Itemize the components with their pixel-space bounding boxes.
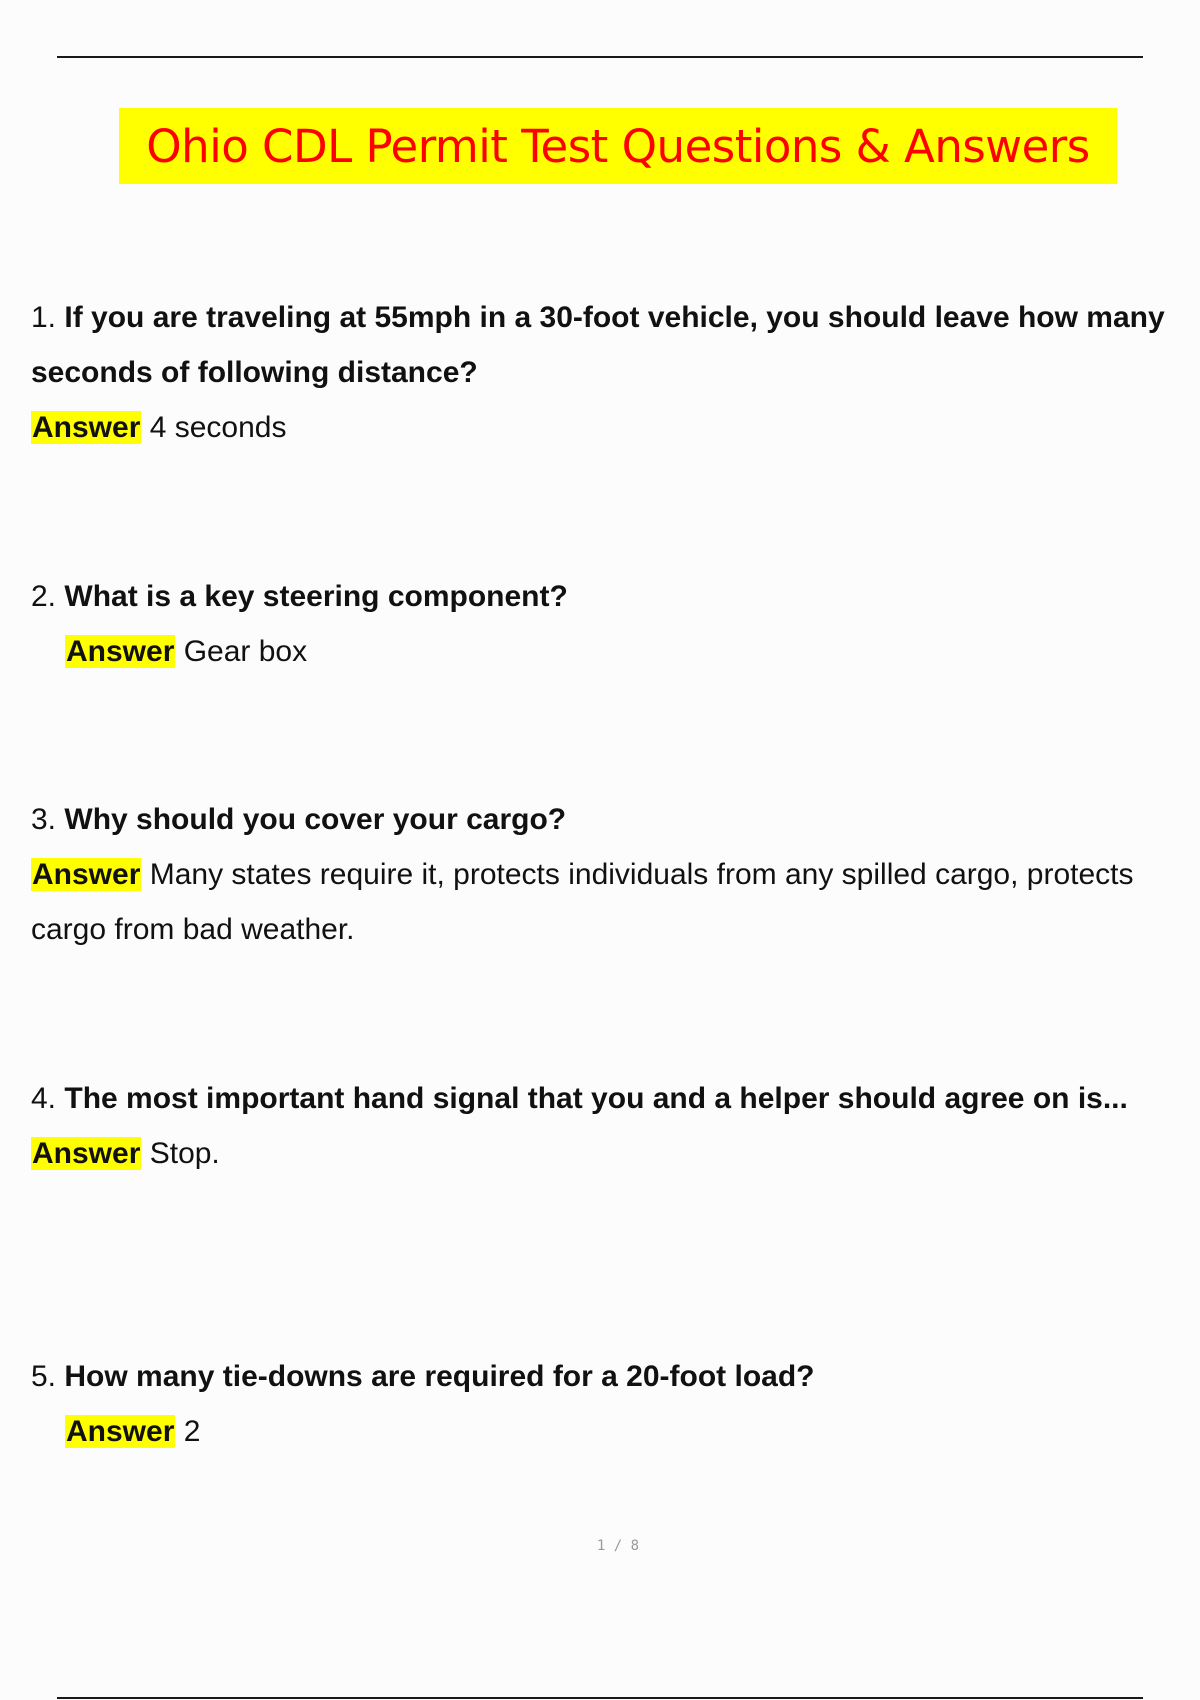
question-1 (31, 290, 1200, 400)
answer-3 (31, 847, 1200, 957)
question-3 (31, 792, 1200, 847)
question-item-2 (31, 569, 1200, 679)
answer-label: Answer (66, 1415, 175, 1448)
question-number: 1. (31, 301, 57, 334)
question-text: What is a key steering component? (64, 580, 568, 613)
title-highlight (119, 108, 1117, 184)
question-number: 5. (31, 1360, 57, 1393)
question-item-4 (31, 1071, 1200, 1181)
answer-2 (31, 624, 1200, 679)
question-4 (31, 1071, 1200, 1126)
answer-text: Gear box (183, 635, 308, 668)
answer-label: Answer (32, 411, 141, 444)
question-item-3 (31, 792, 1200, 957)
question-item-5 (31, 1349, 1200, 1459)
question-text: The most important hand signal that you and a helper should agree on is... (64, 1082, 1128, 1115)
answer-1 (31, 400, 1200, 455)
answer-text: 2 (183, 1415, 201, 1448)
answer-4 (31, 1126, 1200, 1181)
question-text: If you are traveling at 55mph in a 30-foot vehicle, you should leave how many seconds of following distance? (31, 301, 1165, 389)
question-number: 2. (31, 580, 57, 613)
answer-text: Stop. (149, 1137, 220, 1170)
answer-label: Answer (32, 1137, 141, 1170)
document-title: Ohio CDL Permit Test Questions & Answers (146, 119, 1090, 173)
answer-5 (31, 1404, 1200, 1459)
answer-label: Answer (32, 858, 141, 891)
question-number: 4. (31, 1082, 57, 1115)
answer-text: Many states require it, protects individuals from any spilled cargo, protects cargo from bad weather. (31, 858, 1134, 946)
page-indicator: 1 / 8 (596, 1538, 640, 1554)
question-text: Why should you cover your cargo? (64, 803, 567, 836)
bottom-rule (57, 1697, 1143, 1699)
answer-text: 4 seconds (149, 411, 287, 444)
answer-label: Answer (66, 635, 175, 668)
question-2 (31, 569, 1200, 624)
question-5 (31, 1349, 1200, 1404)
question-number: 3. (31, 803, 57, 836)
question-text: How many tie-downs are required for a 20-foot load? (64, 1360, 815, 1393)
top-rule (57, 56, 1143, 58)
question-item-1 (31, 290, 1200, 455)
